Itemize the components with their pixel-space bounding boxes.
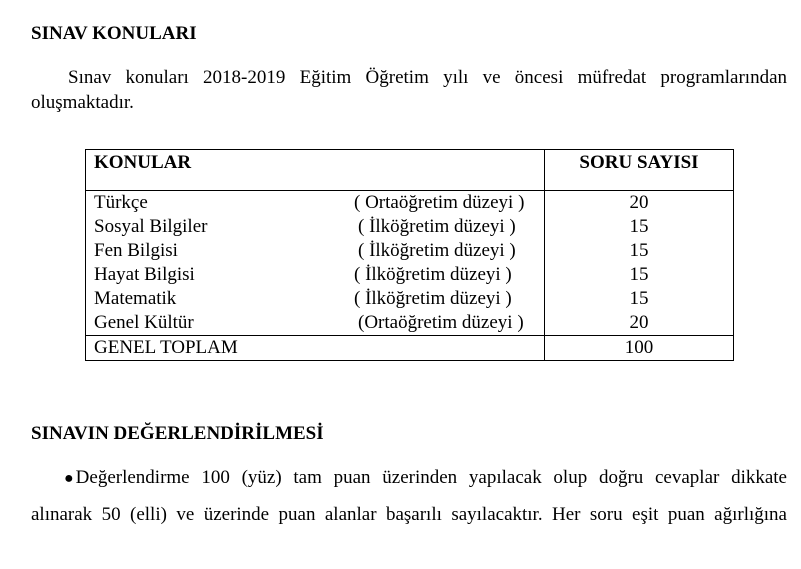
table-header-row [86,150,734,191]
topic-level: ( İlköğretim düzeyi ) [358,216,516,237]
topic-name: Fen Bilgisi [94,240,178,261]
topic-cell [86,263,545,287]
header-question-count: SORU SAYISI [545,150,734,191]
question-count: 15 [545,287,734,311]
topic-name: Matematik [94,288,177,309]
bullet-icon: ● [64,470,74,487]
intro-paragraph-line-1: Sınav konuları 2018-2019 Eğitim Öğretim yılı ve öncesi müfredat programlarından [68,67,787,88]
question-count: 20 [545,191,734,216]
topic-level: ( İlköğretim düzeyi ) [358,240,516,261]
topic-cell [86,239,545,263]
section-heading-exam-topics: SINAV KONULARI [31,23,197,44]
table-row [86,311,734,336]
total-count: 100 [545,336,734,361]
evaluation-paragraph-line-1 [64,467,787,490]
table-total-row [86,336,734,361]
table-row [86,239,734,263]
header-topics: KONULAR [86,150,545,191]
topic-name: Hayat Bilgisi [94,264,195,285]
topic-level: ( İlköğretim düzeyi ) [354,264,512,285]
question-count: 15 [545,215,734,239]
topic-name: Türkçe [94,192,148,213]
topic-cell [86,215,545,239]
evaluation-text-line-1: Değerlendirme 100 (yüz) tam puan üzerinden yapılacak olup doğru cevaplar dikkate [75,467,787,488]
total-label: GENEL TOPLAM [94,337,238,358]
topic-cell [86,311,545,336]
intro-paragraph-line-2: oluşmaktadır. [31,92,134,113]
table-row [86,287,734,311]
topics-table [85,149,734,361]
section-heading-evaluation: SINAVIN DEĞERLENDİRİLMESİ [31,423,324,444]
topic-name: Sosyal Bilgiler [94,216,208,237]
topic-level: ( Ortaöğretim düzeyi ) [354,192,525,213]
question-count: 15 [545,263,734,287]
topic-level: (Ortaöğretim düzeyi ) [358,312,524,333]
topic-cell [86,287,545,311]
question-count: 15 [545,239,734,263]
table-row [86,191,734,216]
table-row [86,215,734,239]
topic-level: ( İlköğretim düzeyi ) [354,288,512,309]
total-label-cell [86,336,545,361]
evaluation-paragraph-line-2: alınarak 50 (elli) ve üzerinde puan alanlar başarılı sayılacaktır. Her soru eşit puan ağırlığına [31,504,787,525]
table-row [86,263,734,287]
topic-cell [86,191,545,216]
topic-name: Genel Kültür [94,312,194,333]
question-count: 20 [545,311,734,336]
